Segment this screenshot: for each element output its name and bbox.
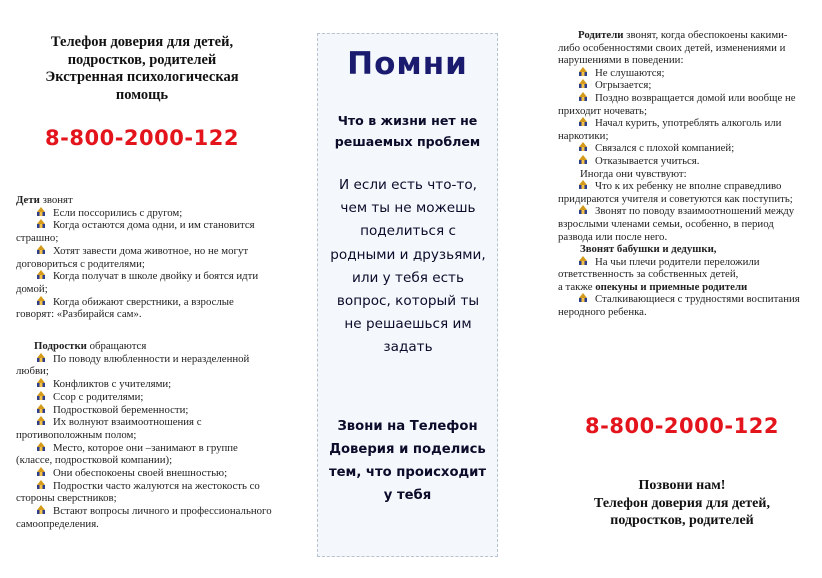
- middle-body-line: поделиться с: [360, 223, 456, 240]
- list-items: [558, 67, 806, 168]
- list-items: [16, 353, 274, 531]
- list-item-text: Подростки часто жалуются на жестокость со стороны сверстников;: [16, 479, 260, 505]
- bullet-icon: [578, 117, 588, 127]
- middle-panel: [317, 33, 498, 557]
- bullet-icon: [578, 67, 588, 77]
- middle-call-line: Звони на Телефон: [337, 419, 478, 434]
- middle-body-line: И если есть что-то,: [339, 177, 477, 193]
- list-item: [16, 416, 274, 441]
- list-item-text: Хотят завести дома животное, но не могут договориться с родителями;: [16, 244, 249, 270]
- feel-heading: Иногда они чувствуют:: [580, 167, 687, 180]
- list-item-text: Встают вопросы личного и профессионального самоопределения.: [16, 505, 272, 530]
- left-title-line: помощь: [115, 86, 169, 103]
- right-footer-line: Телефон доверия для детей,: [594, 495, 770, 511]
- list-item-text: Огрызается;: [595, 79, 652, 92]
- list-item-text: На чьи плечи родители переложили ответственность за собственных детей,: [558, 255, 760, 281]
- list-item-text: Подростковой беременности;: [53, 403, 189, 416]
- list-item-text: Отказывается учиться.: [595, 154, 700, 167]
- parents-heading-bold: Родители: [578, 29, 624, 41]
- parents-heading: [558, 29, 806, 67]
- list-item: [16, 219, 274, 244]
- list-items: [558, 180, 806, 243]
- middle-body-line: вопрос, который ты: [336, 293, 480, 310]
- grand-heading: [558, 243, 806, 256]
- middle-subtitle: [318, 110, 497, 152]
- list-item-text: По поводу влюбленности и неразделенной любви;: [16, 352, 250, 378]
- list-item: [16, 270, 274, 295]
- list-item: [16, 404, 274, 417]
- list-item: [558, 205, 806, 243]
- bullet-icon: [36, 245, 46, 255]
- bullet-icon: [578, 155, 588, 165]
- left-phone-number[interactable]: 8-800-2000-122: [45, 126, 239, 150]
- list-item: [16, 353, 274, 378]
- list-item: [558, 256, 806, 281]
- teens-heading-rest: обращаются: [86, 340, 147, 352]
- bullet-icon: [36, 416, 46, 426]
- list-item: [16, 505, 274, 530]
- bullet-icon: [36, 270, 46, 280]
- middle-call-line: у тебя: [383, 488, 432, 503]
- bullet-icon: [578, 92, 588, 102]
- list-item-text: Когда получат в школе двойку и боятся идти домой;: [16, 270, 259, 295]
- right-column: [558, 29, 806, 528]
- list-item: [558, 180, 806, 205]
- teens-list: [16, 340, 274, 531]
- list-item: [16, 207, 274, 220]
- kids-heading-rest: звонят: [39, 194, 73, 206]
- kids-heading: [16, 194, 274, 207]
- middle-subtitle-line: Что в жизни нет не: [337, 113, 478, 128]
- list-item: [16, 245, 274, 270]
- middle-call-line: Доверия и поделись: [329, 442, 486, 457]
- middle-body-line: чем ты не можешь: [340, 200, 476, 217]
- list-items: [558, 256, 806, 281]
- list-item: [558, 67, 806, 80]
- bullet-icon: [36, 391, 46, 401]
- left-title-line: Экстренная психологическая: [45, 69, 239, 85]
- left-title-line: Телефон доверия для детей,: [50, 34, 234, 50]
- bullet-icon: [578, 142, 588, 152]
- left-title-line: подростков, родителей: [67, 51, 217, 68]
- bullet-icon: [578, 205, 588, 215]
- list-item: [16, 296, 274, 321]
- right-phone-number[interactable]: 8-800-2000-122: [585, 414, 779, 438]
- list-item: [558, 155, 806, 168]
- left-title: [14, 34, 270, 104]
- bullet-icon: [36, 219, 46, 229]
- bullet-icon: [36, 442, 46, 452]
- guard-heading: [558, 281, 806, 294]
- guard-heading-bold: опекуны и приемные родители: [595, 280, 748, 293]
- middle-body-line: не решаешься им: [344, 316, 472, 333]
- grand-heading-bold: бабушки и дедушки,: [616, 243, 717, 256]
- bullet-icon: [36, 505, 46, 515]
- bullet-icon: [36, 404, 46, 414]
- list-items: [558, 293, 806, 318]
- middle-subtitle-line: решаемых проблем: [334, 134, 481, 149]
- middle-title: Помни: [347, 46, 468, 82]
- list-item: [558, 92, 806, 117]
- bullet-icon: [578, 293, 588, 303]
- middle-call-to-action: [318, 415, 497, 507]
- teens-heading-bold: Подростки: [34, 340, 87, 352]
- middle-body-line: или у тебя есть: [352, 269, 464, 286]
- kids-list: [16, 194, 274, 321]
- list-item-text: Сталкивающиеся с трудностями воспитания неродного ребенка.: [558, 293, 800, 319]
- right-footer: [558, 477, 806, 530]
- list-item-text: Конфликтов с учителями;: [53, 378, 172, 391]
- parents-list: [558, 29, 806, 319]
- bullet-icon: [36, 480, 46, 490]
- list-item-text: Что к их ребенку не вполне справедливо придираются учителя и советуются как поступить;: [558, 180, 793, 205]
- list-item: [558, 79, 806, 92]
- parents-heading-rest: звонят, когда обеспокоены какими-либо особенностями своих детей, изменениями и нарушениями в поведении:: [558, 29, 788, 67]
- bullet-icon: [36, 296, 46, 306]
- list-item-text: Они обеспокоены своей внешностью;: [53, 467, 228, 480]
- middle-body-line: задать: [383, 339, 433, 356]
- bullet-icon: [578, 256, 588, 266]
- list-item-text: Не слушаются;: [595, 66, 665, 79]
- list-item-text: Место, которое они –занимают в группе (классе, подростковой компании);: [16, 441, 238, 467]
- bullet-icon: [36, 353, 46, 363]
- list-item-text: Когда обижают сверстники, а взрослые говорят: «Разбирайся сам».: [16, 295, 234, 321]
- bullet-icon: [36, 207, 46, 217]
- list-item: [16, 442, 274, 467]
- list-item: [16, 467, 274, 480]
- kids-heading-bold: Дети: [16, 194, 40, 206]
- list-item: [16, 391, 274, 404]
- list-item-text: Когда остаются дома одни, и им становится страшно;: [16, 219, 255, 245]
- list-item: [558, 293, 806, 318]
- list-items: [16, 207, 274, 321]
- bullet-icon: [36, 467, 46, 477]
- bullet-icon: [36, 378, 46, 388]
- list-item-text: Их волнуют взаимоотношения с противоположным полом;: [16, 416, 202, 441]
- list-item-text: Звонят по поводу взаимоотношений между взрослыми членами семьи, особенно, в период развода или после него.: [558, 205, 795, 243]
- bullet-icon: [578, 79, 588, 89]
- grand-heading-rest: Звонят: [580, 243, 617, 256]
- list-item: [16, 480, 274, 505]
- right-footer-line: подростков, родителей: [610, 513, 754, 528]
- middle-call-line: тем, что происходит: [328, 465, 487, 480]
- list-item-text: Ссор с родителями;: [53, 390, 144, 403]
- middle-body: [322, 174, 494, 360]
- bullet-icon: [578, 180, 588, 190]
- list-item-text: Поздно возвращается домой или вообще не приходит ночевать;: [558, 91, 796, 117]
- list-item-text: Связался с плохой компанией;: [595, 142, 735, 155]
- list-item-text: Если поссорились с другом;: [53, 206, 183, 219]
- right-footer-line: Позвони нам!: [638, 478, 726, 493]
- list-item-text: Начал курить, употреблять алкоголь или наркотики;: [558, 117, 782, 142]
- middle-body-line: родными и друзьями,: [330, 246, 486, 263]
- list-item: [558, 142, 806, 155]
- guard-heading-rest: а также: [558, 280, 596, 293]
- teens-heading: [16, 340, 274, 353]
- list-item: [16, 378, 274, 391]
- list-item: [558, 117, 806, 142]
